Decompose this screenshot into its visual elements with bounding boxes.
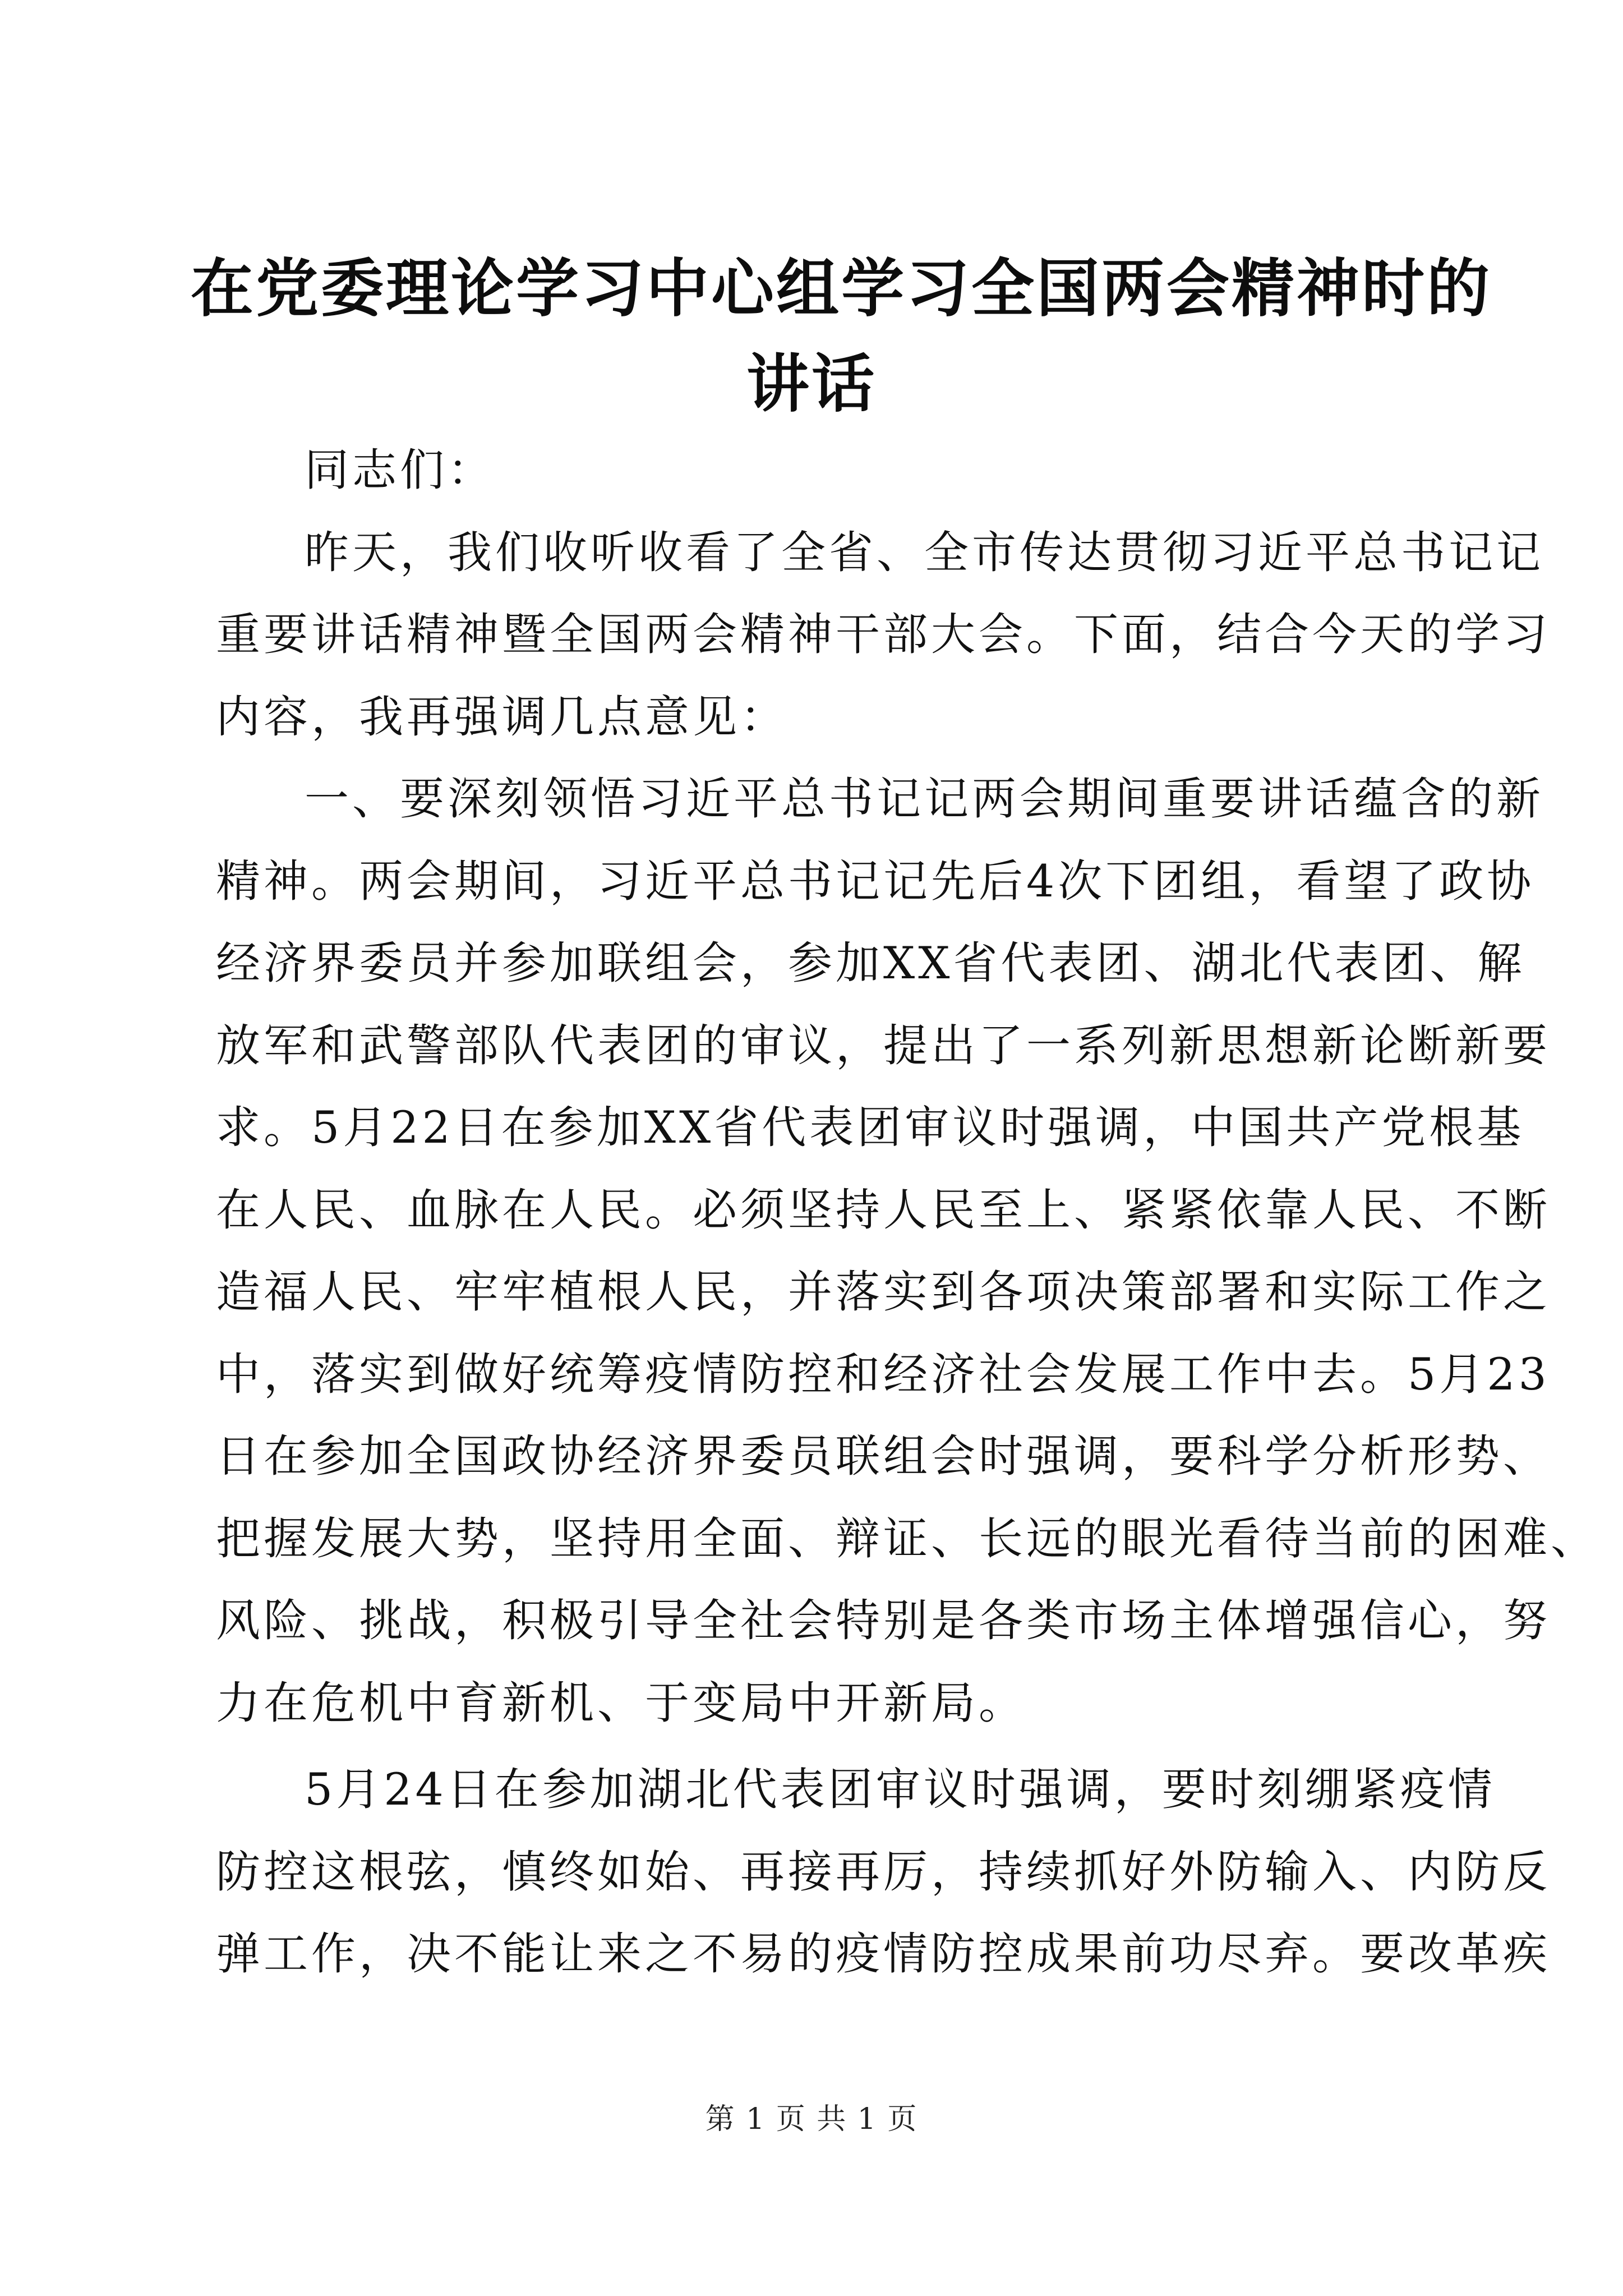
page-footer: 第 1 页 共 1 页: [705, 2102, 918, 2136]
paragraph-line: 5月24日在参加湖北代表团审议时强调，要时刻绷紧疫情: [305, 1764, 1496, 1815]
paragraph-line: 力在危机中育新机、于变局中开新局。: [216, 1677, 1026, 1729]
document-title: [191, 241, 1492, 432]
paragraph-line: 放军和武警部队代表团的审议，提出了一系列新思想新论断新要: [216, 1019, 1551, 1071]
paragraph-line: 中，落实到做好统筹疫情防控和经济社会发展工作中去。5月23: [216, 1348, 1550, 1400]
paragraph-line: 一、要深刻领悟习近平总书记记两会期间重要讲话蕴含的新: [305, 773, 1544, 825]
paragraph-line: 重要讲话精神暨全国两会精神干部大会。下面，结合今天的学习: [216, 609, 1551, 660]
title-line-1: 在党委理论学习中心组学习全国两会精神时的: [191, 252, 1492, 325]
paragraph-line: 防控这根弦，慎终如始、再接再厉，持续抓好外防输入、内防反: [216, 1846, 1551, 1898]
paragraph-line: 弹工作，决不能让来之不易的疫情防控成果前功尽弃。要改革疾: [216, 1928, 1551, 1980]
paragraph-line: 求。5月22日在参加XX省代表团审议时强调，中国共产党根基: [216, 1102, 1525, 1153]
paragraph-line: 内容，我再强调几点意见：: [216, 691, 788, 743]
paragraph-line: 昨天，我们收听收看了全省、全市传达贯彻习近平总书记记: [305, 526, 1544, 578]
document-body: [216, 429, 1598, 1995]
paragraph-line: 精神。两会期间，习近平总书记记先后4次下团组，看望了政协: [216, 855, 1535, 907]
paragraph-line: 造福人民、牢牢植根人民，并落实到各项决策部署和实际工作之: [216, 1266, 1551, 1318]
paragraph-gap: [216, 1744, 1422, 1749]
title-line-2: 讲话: [746, 347, 877, 421]
paragraph-line: 在人民、血脉在人民。必须坚持人民至上、紧紧依靠人民、不断: [216, 1184, 1551, 1236]
paragraph-line: 日在参加全国政协经济界委员联组会时强调，要科学分析形势、: [216, 1430, 1551, 1482]
paragraph-line: 经济界委员并参加联组会，参加XX省代表团、湖北代表团、解: [216, 937, 1525, 989]
paragraph-line: 风险、挑战，积极引导全社会特别是各类市场主体增强信心，努: [216, 1595, 1551, 1646]
salutation-line: 同志们：: [305, 444, 495, 496]
paragraph-line: 把握发展大势，坚持用全面、辩证、长远的眼光看待当前的困难、: [216, 1512, 1598, 1565]
